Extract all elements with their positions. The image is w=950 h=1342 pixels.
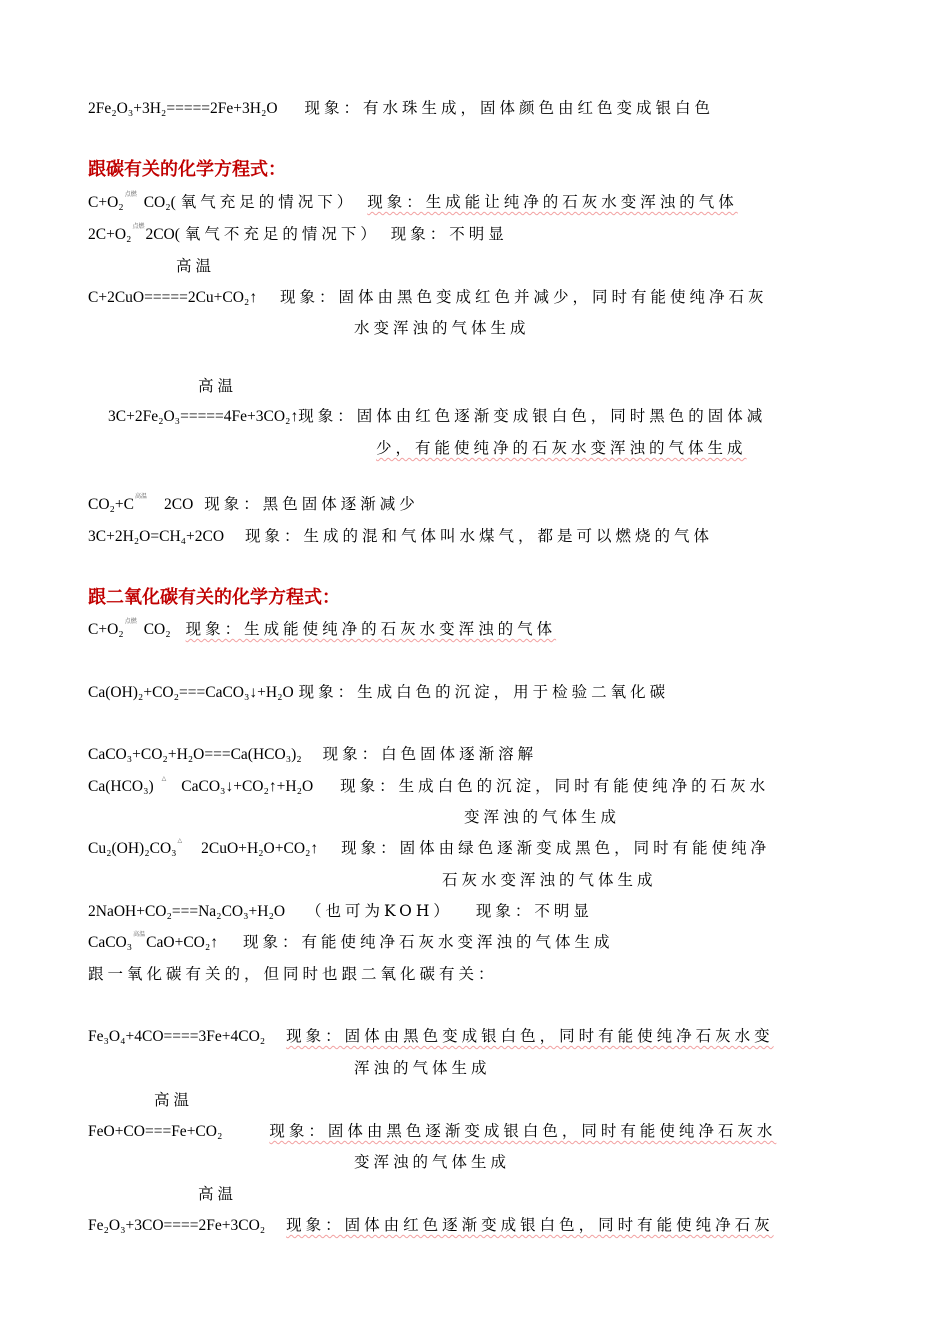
equation: 3C+2Fe₂O₃=====4Fe+3CO₂↑ (108, 408, 299, 425)
observation: 现象：生成能使纯净的石灰水变浑浊的气体 (185, 620, 557, 638)
observation: 现象：有水珠生成，固体颜色由红色变成银白色 (304, 99, 715, 117)
reaction-condition: 高温 (198, 1185, 238, 1203)
subsection-note: 跟一氧化碳有关的，但同时也跟二氧化碳有关： (88, 965, 498, 983)
condition-label: △ (161, 775, 167, 782)
equation-right: 2CuO+H₂O+CO₂↑ (201, 840, 319, 857)
equation-right: CO₂( (143, 194, 176, 211)
condition-note: 氧气充足的情况下） (180, 193, 357, 211)
observation: 现象：固体由黑色变成银白色，同时有能使纯净石灰水变 (286, 1027, 774, 1045)
observation: 现象：固体由绿色逐渐变成黑色，同时有能使纯净 (341, 839, 771, 857)
observation: 现象：固体由红色逐渐变成银白色，同时有能使纯净石灰 (286, 1216, 774, 1234)
equation-line (88, 494, 419, 515)
section-heading-carbon: 跟碳有关的化学方程式： (88, 159, 286, 180)
equation-line (88, 901, 593, 922)
equation: Ca(OH)₂+CO₂===CaCO₃↓+H₂O (88, 684, 294, 701)
equation-line (88, 838, 770, 859)
equation-left: CaCO₃ (88, 934, 133, 951)
condition-label: △ (177, 837, 183, 844)
equation-line (88, 224, 508, 245)
observation: 现象：固体由黑色变成红色并减少，同时有能使纯净石灰 (280, 288, 768, 306)
observation: 现象：生成能让纯净的石灰水变浑浊的气体 (367, 193, 738, 211)
observation-continued: 石灰水变浑浊的气体生成 (442, 871, 657, 889)
equation: C+2CuO=====2Cu+CO₂↑ (88, 289, 258, 306)
equation-line (88, 287, 768, 308)
condition-label: 点燃 (132, 223, 145, 230)
observation-text: 少，有能使纯净的石灰水变浑浊的气体生成 (376, 439, 747, 457)
observation: 现象：生成的混和气体叫水煤气，都是可以燃烧的气体 (245, 527, 714, 545)
condition-label: 点燃 (124, 191, 137, 198)
equation-line (88, 932, 613, 953)
condition-note: （也可为KOH） (306, 902, 453, 920)
equation: Fe₂O₃+3CO====2Fe+3CO₂ (88, 1217, 266, 1234)
observation: 现象：有能使纯净石灰水变浑浊的气体生成 (242, 933, 614, 951)
equation-right: 2CO( (145, 226, 180, 243)
equation-left: Ca(HCO₃) (88, 778, 154, 795)
equation: 2Fe₂O₃+3H₂=====2Fe+3H₂O (88, 100, 278, 117)
equation-line (88, 1026, 774, 1047)
observation-continued: 变浑浊的气体生成 (464, 808, 621, 826)
equation-line (88, 1215, 774, 1236)
equation-line (88, 776, 769, 797)
equation-line (88, 526, 713, 547)
condition-label: 点燃 (124, 618, 137, 625)
condition-label: 高温 (133, 931, 146, 938)
equation: FeO+CO===Fe+CO₂ (88, 1123, 223, 1140)
equation: 2NaOH+CO₂===Na₂CO₃+H₂O (88, 903, 286, 920)
equation: CaCO₃+CO₂+H₂O===Ca(HCO₃)₂ (88, 746, 302, 763)
condition-label: 高温 (135, 493, 148, 500)
equation: Fe₃O₄+4CO====3Fe+4CO₂ (88, 1028, 266, 1045)
equation-right: 2CO (164, 496, 194, 513)
equation-right: CaO+CO₂↑ (146, 934, 219, 951)
equation-left: CO₂+C (88, 496, 135, 513)
observation: 现象：白色固体逐渐溶解 (322, 745, 538, 763)
reaction-condition: 高温 (154, 1091, 194, 1109)
observation-continued: 变浑浊的气体生成 (354, 1153, 511, 1171)
observation-continued: 水变浑浊的气体生成 (354, 319, 530, 337)
equation-right: CaCO₃↓+CO₂↑+H₂O (181, 778, 314, 795)
equation-right: CO₂ (143, 621, 171, 638)
reaction-condition: 高温 (176, 257, 216, 275)
equation-line (108, 406, 766, 427)
equation-line (88, 744, 537, 765)
equation-line (88, 192, 738, 213)
observation: 现象：生成白色的沉淀，同时有能使纯净的石灰水 (340, 777, 770, 795)
equation-line (88, 1121, 776, 1142)
section-heading-co2: 跟二氧化碳有关的化学方程式： (88, 587, 340, 608)
reaction-condition: 高温 (198, 377, 238, 395)
observation: 现象：黑色固体逐渐减少 (204, 495, 419, 513)
equation: 3C+2H₂O=CH₄+2CO (88, 528, 225, 545)
observation: 现象：固体由红色逐渐变成银白色，同时黑色的固体减 (298, 407, 767, 425)
observation: 现象：不明显 (390, 225, 508, 243)
observation-continued (376, 438, 747, 458)
observation: 现象：固体由黑色逐渐变成银白色，同时有能使纯净石灰水 (269, 1122, 777, 1140)
equation-line (88, 682, 669, 703)
observation-continued: 浑浊的气体生成 (354, 1059, 491, 1077)
equation-left: C+O₂ (88, 621, 124, 638)
equation-line (88, 98, 714, 119)
equation-line (88, 619, 556, 640)
equation-left: 2C+O₂ (88, 226, 132, 243)
condition-note: 氧气不充足的情况下） (184, 225, 380, 243)
equation-left: Cu₂(OH)₂CO₃ (88, 840, 177, 857)
observation: 现象：不明显 (475, 902, 593, 920)
observation: 现象：生成白色的沉淀，用于检验二氧化碳 (298, 683, 670, 701)
equation-left: C+O₂ (88, 194, 124, 211)
